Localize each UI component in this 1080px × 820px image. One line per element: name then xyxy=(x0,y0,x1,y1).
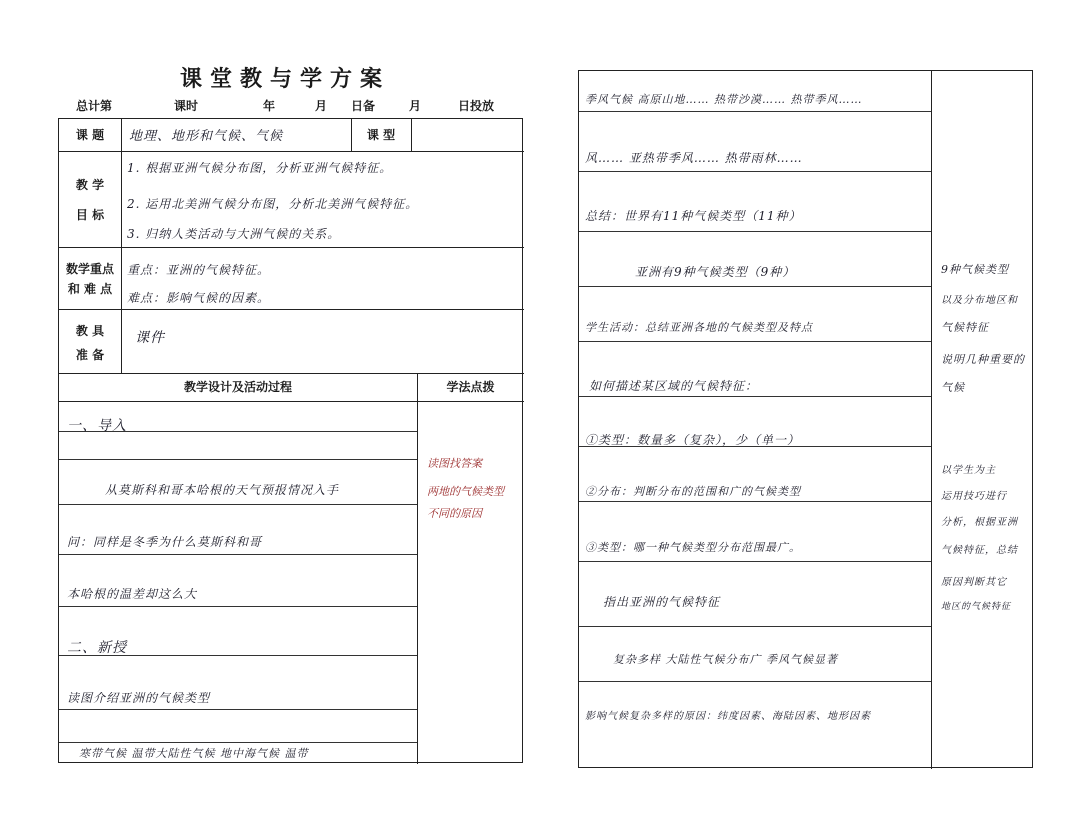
margin-note-6: 以学生为主 xyxy=(941,465,996,476)
ruled-line xyxy=(579,171,931,172)
ruled-line xyxy=(579,561,931,562)
content-line-8: ②分布：判断分布的范围和广的气候类型 xyxy=(585,485,801,498)
row-divider xyxy=(59,151,524,152)
goal-1: 1. 根据亚洲气候分布图，分析亚洲气候特征。 xyxy=(127,161,393,175)
content-line-1: 季风气候 高原山地…… 热带沙漠…… 热带季风…… xyxy=(585,93,863,106)
ruled-line xyxy=(59,554,417,555)
margin-note-1: 9种气候类型 xyxy=(941,263,1009,276)
month2-label: 月 xyxy=(409,99,422,113)
month-label: 月 xyxy=(315,99,328,113)
ruled-line xyxy=(579,626,931,627)
process-line-6: 读图介绍亚洲的气候类型 xyxy=(67,691,211,705)
content-line-10: 指出亚洲的气候特征 xyxy=(603,595,721,609)
margin-note-3: 气候特征 xyxy=(941,321,989,334)
period-label: 课时 xyxy=(174,99,199,113)
process-line-1: 一、导入 xyxy=(67,418,127,434)
margin-note-10: 原因判断其它 xyxy=(941,577,1007,588)
topic-label: 课 题 xyxy=(75,128,105,142)
process-line-7: 寒带气候 温带大陆性气候 地中海气候 温带 xyxy=(79,747,309,760)
ruled-line xyxy=(59,709,417,710)
content-line-5: 学生活动：总结亚洲各地的气候类型及特点 xyxy=(585,321,813,334)
goal-3: 3. 归纳人类活动与大洲气候的关系。 xyxy=(127,227,341,241)
ruled-line xyxy=(59,504,417,505)
ruled-line xyxy=(579,231,931,232)
ruled-line xyxy=(579,396,931,397)
row-divider xyxy=(59,373,524,374)
goals-label-1: 教 学 xyxy=(75,178,105,192)
ruled-line xyxy=(579,501,931,502)
notes-column-divider xyxy=(417,373,418,764)
row-divider xyxy=(59,247,524,248)
content-line-6: 如何描述某区域的气候特征： xyxy=(589,379,759,393)
keypoints-label-2: 和 难 点 xyxy=(67,282,113,296)
content-line-3: 总结：世界有11种气候类型（11种） xyxy=(585,209,802,223)
tools-value: 课件 xyxy=(135,330,165,346)
keypoint-1: 重点：亚洲的气候特征。 xyxy=(127,263,271,277)
ruled-line xyxy=(59,459,417,460)
margin-note-8: 分析，根据亚洲 xyxy=(941,517,1018,528)
row-divider xyxy=(59,401,524,402)
notes-column-divider xyxy=(931,71,932,769)
process-line-2: 从莫斯科和哥本哈根的天气预报情况入手 xyxy=(105,483,340,497)
keypoints-label-1: 数学重点 xyxy=(65,262,114,276)
ruled-line xyxy=(59,606,417,607)
day-deliver-label: 日投放 xyxy=(458,99,495,113)
process-line-4: 本哈根的温差却这么大 xyxy=(67,587,198,601)
margin-note-5: 气候 xyxy=(941,381,965,394)
method-note-1: 读图找答案 xyxy=(427,457,482,470)
margin-note-7: 运用技巧进行 xyxy=(941,491,1007,502)
goal-2: 2. 运用北美洲气候分布图，分析北美洲气候特征。 xyxy=(127,197,419,211)
ruled-line xyxy=(579,341,931,342)
method-header: 学法点拨 xyxy=(446,380,495,394)
day-prep-label: 日备 xyxy=(351,99,376,113)
tools-label-1: 教 具 xyxy=(75,324,105,338)
total-label: 总计第 xyxy=(76,99,113,113)
year-label: 年 xyxy=(263,99,276,113)
page-title: 课堂教与学方案 xyxy=(180,67,391,92)
margin-note-4: 说明几种重要的 xyxy=(941,353,1025,366)
margin-note-9: 气候特征，总结 xyxy=(941,545,1018,556)
row-divider xyxy=(59,309,524,310)
content-line-11: 复杂多样 大陆性气候分布广 季风气候显著 xyxy=(613,653,838,666)
content-line-4: 亚洲有9种气候类型（9种） xyxy=(635,265,796,279)
process-header: 教学设计及活动过程 xyxy=(183,380,292,394)
process-line-5: 二、新授 xyxy=(67,640,127,656)
type-label: 课 型 xyxy=(366,128,396,142)
margin-note-11: 地区的气候特征 xyxy=(941,602,1012,612)
continuation-page xyxy=(578,70,1033,768)
content-line-2: 风…… 亚热带季风…… 热带雨林…… xyxy=(585,151,803,165)
process-line-3: 问：同样是冬季为什么莫斯科和哥 xyxy=(67,535,263,549)
ruled-line xyxy=(579,681,931,682)
method-note-2: 两地的气候类型 xyxy=(427,485,504,498)
goals-label-2: 目 标 xyxy=(75,208,105,222)
tools-label-2: 准 备 xyxy=(75,348,105,362)
type-divider xyxy=(411,119,412,151)
content-line-7: ①类型：数量多（复杂），少（单一） xyxy=(585,433,801,447)
margin-note-2: 以及分布地区和 xyxy=(941,295,1018,306)
ruled-line xyxy=(579,111,931,112)
lesson-plan-table xyxy=(58,118,523,763)
content-line-12: 影响气候复杂多样的原因：纬度因素、海陆因素、地形因素 xyxy=(585,711,871,722)
ruled-line xyxy=(579,286,931,287)
label-column-divider xyxy=(121,119,122,373)
ruled-line xyxy=(59,742,417,743)
topic-value: 地理、地形和气候、气候 xyxy=(129,129,284,144)
keypoint-2: 难点：影响气候的因素。 xyxy=(127,291,271,305)
method-note-3: 不同的原因 xyxy=(427,507,482,520)
content-line-9: ③类型：哪一种气候类型分布范围最广。 xyxy=(585,541,801,554)
